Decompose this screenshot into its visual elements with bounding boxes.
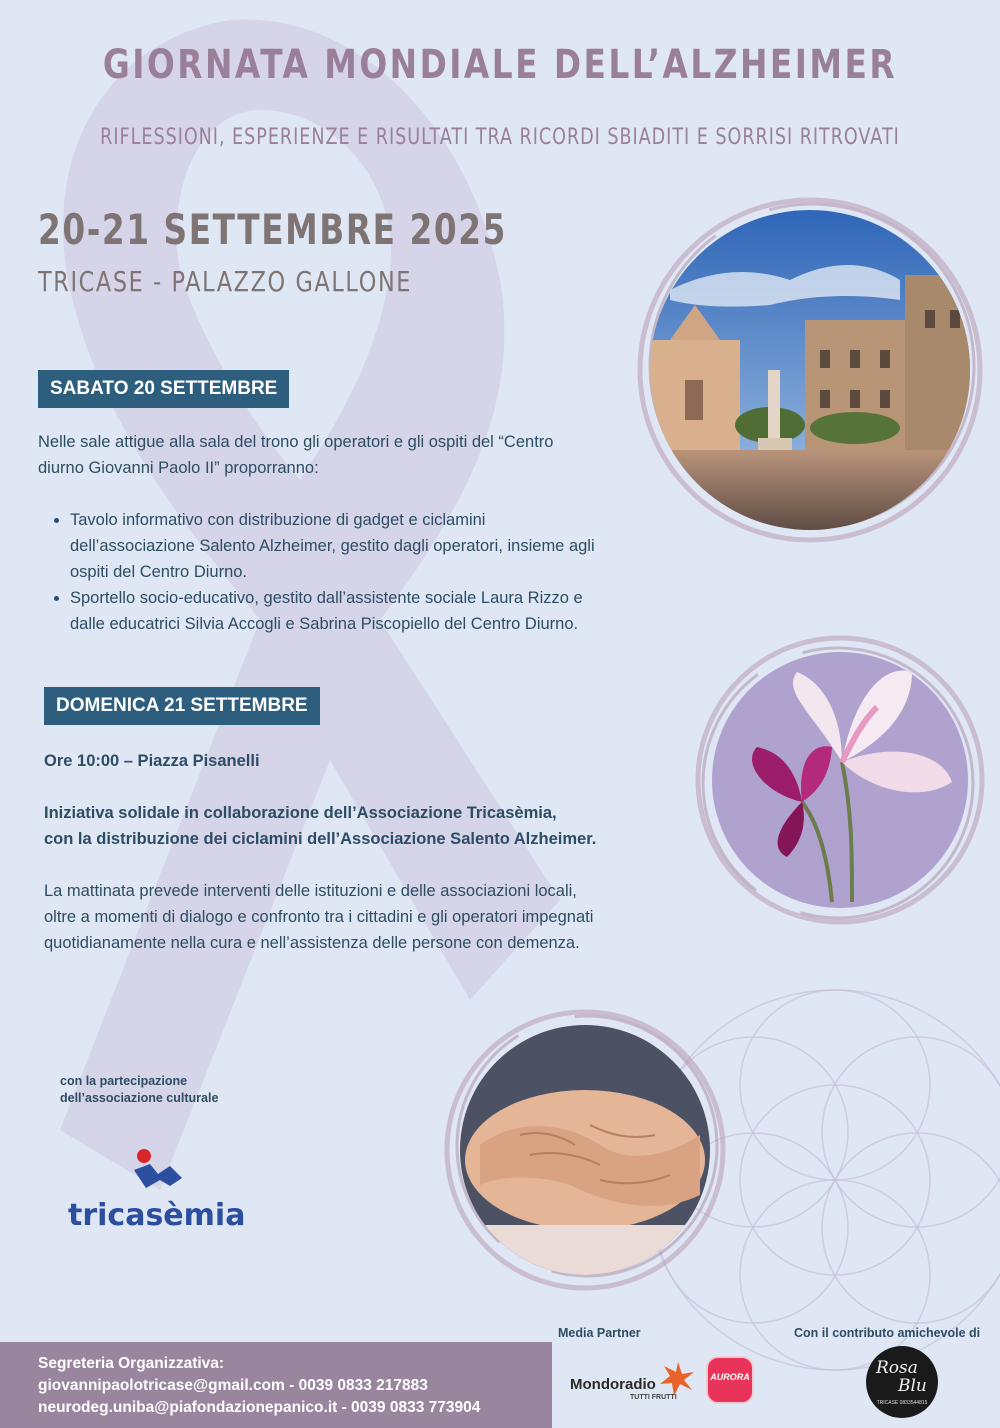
list-item xyxy=(70,585,678,637)
bullet-1-line-1: • Tavolo informativo con distribuzione di gadget e ciclamini xyxy=(70,511,486,529)
cyclamen-photo-frame xyxy=(690,630,990,930)
participation-text xyxy=(60,1073,218,1107)
saturday-banner: SABATO 20 SETTEMBRE xyxy=(38,370,289,408)
aurora-logo xyxy=(706,1356,754,1404)
sunday-initiative xyxy=(44,800,684,852)
event-place: TRICASE - PALAZZO GALLONE xyxy=(38,265,413,298)
event-date: 20-21 SETTEMBRE 2025 xyxy=(38,205,507,254)
description-line-3: quotidianamente nella cura e nell’assistenza delle persone con demenza. xyxy=(44,934,580,952)
organizing-secretariat xyxy=(0,1342,552,1428)
sunday-banner: DOMENICA 21 SETTEMBRE xyxy=(44,687,320,725)
initiative-line-1: Iniziativa solidale in collaborazione dell’Associazione Tricasèmia, xyxy=(44,804,557,822)
sunday-description xyxy=(44,878,694,956)
tricasemia-logo-icon xyxy=(130,1148,190,1198)
contact-line-2[interactable]: neurodeg.uniba@piafondazionepanico.it - 0039 0833 773904 xyxy=(38,1399,481,1416)
description-line-2: oltre a momenti di dialogo e confronto tra i cittadini e gli operatori impegnati xyxy=(44,908,594,926)
bullet-2-line-2: dalle educatrici Silvia Accogli e Sabrina Piscopiello del Centro Diurno. xyxy=(70,615,579,633)
cyclamen-photo xyxy=(712,652,968,908)
saturday-intro-line-1: Nelle sale attigue alla sala del trono gli operatori e gli ospiti del “Centro xyxy=(38,433,554,451)
rosablu-name-2: Blu xyxy=(898,1376,927,1396)
rosablu-sub: TRICASE 0833544815 xyxy=(876,1400,928,1406)
bullet-1-line-2: dell’associazione Salento Alzheimer, gestito dagli operatori, insieme agli xyxy=(70,537,595,555)
participation-line-1: con la partecipazione xyxy=(60,1074,188,1088)
rosablu-name-1: Rosa xyxy=(876,1358,918,1378)
hands-photo-frame xyxy=(440,1005,730,1295)
poster-title: GIORNATA MONDIALE DELL’ALZHEIMER xyxy=(102,42,898,88)
hands-photo xyxy=(460,1025,710,1275)
bullet-2-line-1: • Sportello socio-educativo, gestito dall’assistente sociale Laura Rizzo e xyxy=(70,589,583,607)
rosablu-logo xyxy=(866,1346,938,1418)
secretariat-heading: Segreteria Organizzativa: xyxy=(38,1355,225,1372)
saturday-intro-line-2: diurno Giovanni Paolo II” proporranno: xyxy=(38,459,319,477)
saturday-intro xyxy=(38,429,658,481)
mondoradio-sub: TUTTI FRUTTI xyxy=(630,1394,677,1401)
description-line-1: La mattinata prevede interventi delle istituzioni e delle associazioni locali, xyxy=(44,882,577,900)
initiative-line-2: con la distribuzione dei ciclamini dell’Associazione Salento Alzheimer. xyxy=(44,830,597,848)
media-partner-label: Media Partner xyxy=(558,1326,641,1340)
mondoradio-logo xyxy=(570,1356,700,1406)
bullet-1-line-3: ospiti del Centro Diurno. xyxy=(70,563,248,581)
saturday-activities xyxy=(38,507,678,637)
aurora-name: AURORA xyxy=(710,1372,750,1382)
palazzo-photo-frame xyxy=(630,190,990,550)
sunday-time-place: Ore 10:00 – Piazza Pisanelli xyxy=(44,752,260,770)
contributor-label: Con il contributo amichevole di xyxy=(794,1326,981,1340)
participation-line-2: dell’associazione culturale xyxy=(60,1091,219,1105)
palazzo-photo xyxy=(650,210,970,530)
poster-subtitle: RIFLESSIONI, ESPERIENZE E RISULTATI TRA RICORDI SBIADITI E SORRISI RITROVATI xyxy=(100,125,900,150)
list-item xyxy=(70,507,678,585)
tricasemia-logo-text: tricasèmia xyxy=(68,1198,246,1233)
mondoradio-name: Mondoradio xyxy=(570,1376,656,1393)
contact-line-1[interactable]: giovannipaolotricase@gmail.com - 0039 0833 217883 xyxy=(38,1377,428,1394)
